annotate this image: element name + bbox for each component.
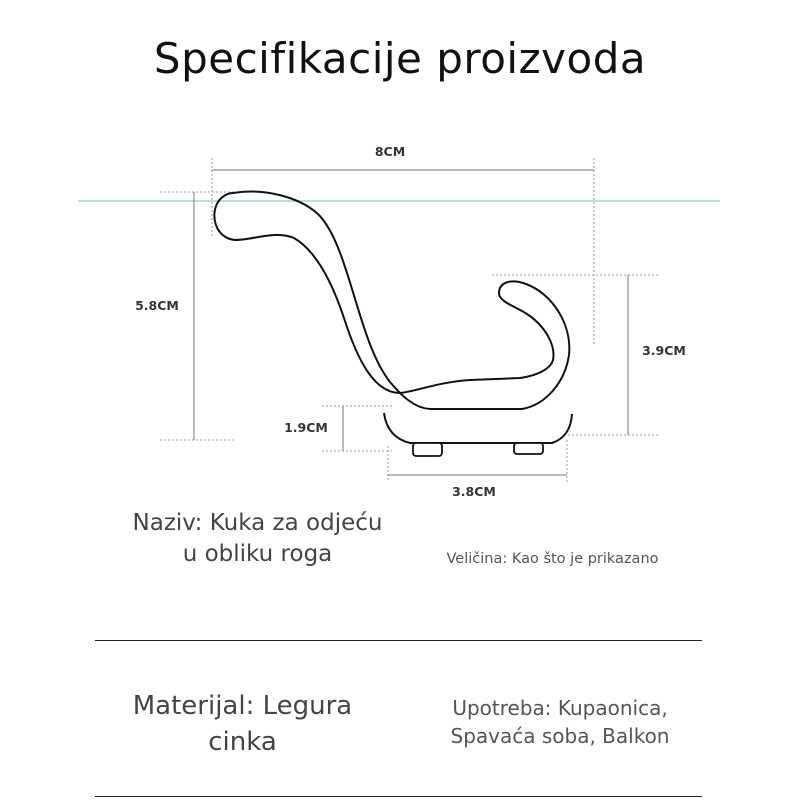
hook-outline (214, 192, 569, 409)
page-title: Specifikacije proizvoda (153, 34, 647, 83)
height-label: 5.8CM (135, 298, 179, 313)
material-spec: Materijal: Legura cinka (132, 691, 353, 757)
hook-height-label: 3.9CM (642, 343, 686, 358)
divider-bottom (95, 796, 702, 797)
size-spec: Veličina: Kao što je prikazano (446, 551, 659, 567)
divider (95, 640, 702, 641)
dimension-lines (194, 170, 628, 475)
base-foot-right (514, 443, 543, 454)
base-height-label: 1.9CM (284, 420, 328, 435)
usage-spec: Upotreba: Kupaonica, Spavaća soba, Balkon (450, 696, 670, 748)
width-label: 8CM (374, 144, 406, 159)
base-width-label: 3.8CM (452, 484, 496, 499)
extension-lines (160, 158, 658, 482)
hook-base (384, 413, 572, 443)
name-spec: Naziv: Kuka za odjeću u obliku roga (132, 510, 383, 567)
base-foot-left (413, 443, 442, 456)
